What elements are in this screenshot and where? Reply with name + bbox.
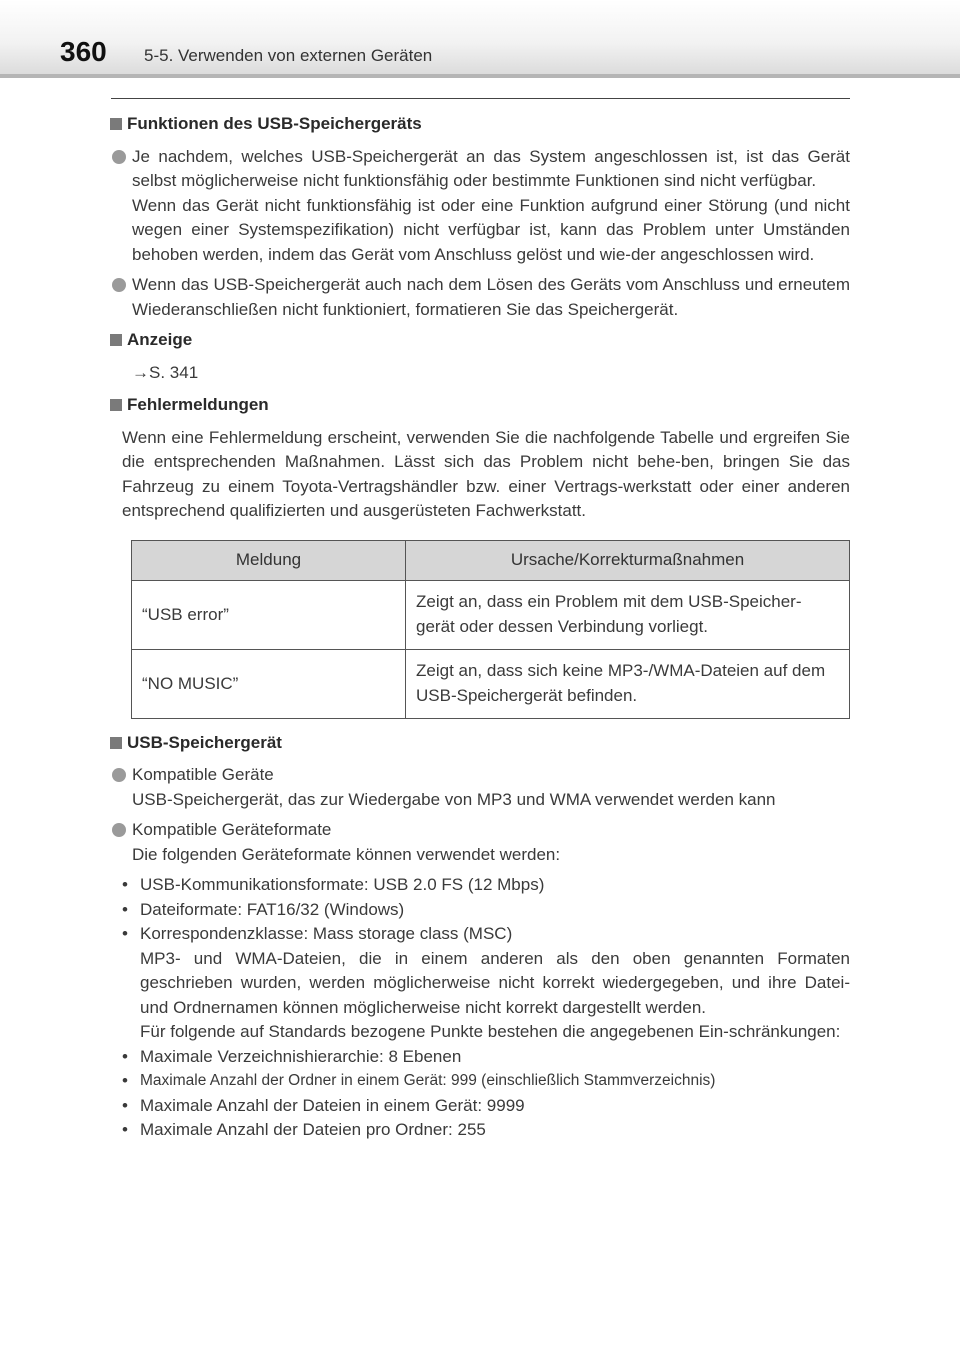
table-cell: “USB error” <box>132 580 406 649</box>
square-bullet-icon <box>110 399 122 411</box>
square-bullet-icon <box>110 118 122 130</box>
heading-text: Fehlermeldungen <box>127 395 269 414</box>
page-content <box>110 108 850 1143</box>
paragraph: Kompatible Geräte <box>132 765 274 784</box>
list-item <box>122 1118 850 1143</box>
list-item <box>122 1069 850 1094</box>
table-cell: Zeigt an, dass sich keine MP3-/WMA-Dateien auf dem USB-Speichergerät befinden. <box>406 649 850 718</box>
paragraph: Je nachdem, welches USB-Speichergerät an das System angeschlossen ist, ist das Gerät selbst möglicherweise nicht funktionsfähig oder bestimmte Funktionen sind nicht verfügbar. <box>132 146 850 190</box>
square-bullet-icon <box>110 737 122 749</box>
heading-display <box>110 328 850 353</box>
circle-bullet-icon <box>112 278 126 292</box>
list-item <box>122 898 850 923</box>
list-marker: • <box>122 1120 128 1139</box>
heading-text: Anzeige <box>127 330 193 349</box>
table-row <box>132 580 850 649</box>
list-item <box>122 922 850 1045</box>
bullet-item <box>110 818 850 867</box>
header-band <box>0 0 960 78</box>
list-text: Dateiformate: FAT16/32 (Windows) <box>140 899 405 919</box>
paragraph: USB-Speichergerät, das zur Wiedergabe von MP3 und WMA verwendet werden kann <box>132 789 776 809</box>
heading-device <box>110 731 850 756</box>
table-header-row <box>132 540 850 580</box>
bullet-item <box>110 145 850 268</box>
bullet-text <box>132 145 850 268</box>
list-marker: • <box>122 875 128 894</box>
header-divider <box>0 74 960 78</box>
list-text: Maximale Anzahl der Dateien pro Ordner: 255 <box>140 1120 486 1139</box>
page-reference: →S. 341 <box>132 362 199 382</box>
circle-bullet-icon <box>112 823 126 837</box>
table-cell: “NO MUSIC” <box>132 649 406 718</box>
list-text: Maximale Anzahl der Ordner in einem Gerät: 999 (einschließlich Stammverzeichnis) <box>140 1072 716 1089</box>
page-number: 360 <box>60 36 107 67</box>
note-paragraph: MP3- und WMA-Dateien, die in einem anderen als den oben genannten Formaten geschrieben wurden, werden möglicherweise nicht korrekt wiedergegeben, und ihre Datei- und Ordnernamen können möglicherweise nicht korrekt dargestellt werden. <box>140 948 850 1017</box>
list-marker: • <box>122 1095 128 1115</box>
table-cell: Zeigt an, dass ein Problem mit dem USB-Speicher-gerät oder dessen Verbindung vorliegt. <box>406 580 850 649</box>
paragraph: Wenn das Gerät nicht funktionsfähig ist oder eine Funktion aufgrund einer Störung (und nicht wegen einer Systemspezifikation) nicht verfügbar ist, kann das Problem unter Umständen behoben werden, indem das Gerät vom Anschluss gelöst und wie-der angeschlossen wird. <box>132 195 850 264</box>
note-paragraph: Für folgende auf Standards bezogene Punkte bestehen die angegebenen Ein-schränkungen: <box>140 1022 841 1041</box>
list-text <box>140 922 850 1045</box>
heading-text: Funktionen des USB-Speichergeräts <box>127 114 422 133</box>
circle-bullet-icon <box>112 150 126 164</box>
circle-bullet-icon <box>112 768 126 782</box>
error-table <box>131 540 850 719</box>
bullet-text <box>132 763 850 812</box>
paragraph: Kompatible Geräteformate <box>132 820 332 839</box>
errors-intro: Wenn eine Fehlermeldung erscheint, verwenden Sie die nachfolgende Tabelle und ergreifen Sie die entsprechenden Maßnahmen. Lässt sich das Problem nicht behe-ben, bringen Sie das Fahrzeug zu einem Toyota-Vertragshändler bzw. einer Vertrags-werkstatt oder einer anderen entsprechend qualifizierten und ausgerüsteten Fachwerkstatt. <box>122 427 850 520</box>
list-marker: • <box>122 924 128 943</box>
list-marker: • <box>122 1046 128 1066</box>
bullet-text: Wenn das USB-Speichergerät auch nach dem Lösen des Geräts vom Anschluss und erneutem Wiederanschließen nicht funktioniert, formatieren Sie das Speichergerät. <box>132 275 850 319</box>
heading-functions <box>110 112 850 137</box>
table-header-cell: Meldung <box>132 540 406 580</box>
list-text-line: Korrespondenzklasse: Mass storage class (MSC) <box>140 924 513 943</box>
list-text: Maximale Anzahl der Dateien in einem Gerät: 9999 <box>140 1095 525 1115</box>
paragraph: Die folgenden Geräteformate können verwendet werden: <box>132 844 561 864</box>
list-text: USB-Kommunikationsformate: USB 2.0 FS (12 Mbps) <box>140 875 545 894</box>
list-marker: • <box>122 1071 128 1090</box>
list-marker: • <box>122 899 128 919</box>
heading-text: USB-Speichergerät <box>127 732 282 752</box>
section-title: 5-5. Verwenden von externen Geräten <box>144 46 433 65</box>
table-header-cell: Ursache/Korrekturmaßnahmen <box>406 540 850 580</box>
heading-errors <box>110 393 850 418</box>
format-list <box>122 873 850 1143</box>
list-item <box>122 873 850 898</box>
square-bullet-icon <box>110 334 122 346</box>
bullet-item <box>110 763 850 812</box>
top-rule <box>111 98 850 99</box>
list-text: Maximale Verzeichnishierarchie: 8 Ebenen <box>140 1046 462 1066</box>
list-item <box>122 1094 850 1119</box>
bullet-text <box>132 818 850 867</box>
bullet-item <box>110 273 850 322</box>
table-row <box>132 649 850 718</box>
list-item <box>122 1045 850 1070</box>
